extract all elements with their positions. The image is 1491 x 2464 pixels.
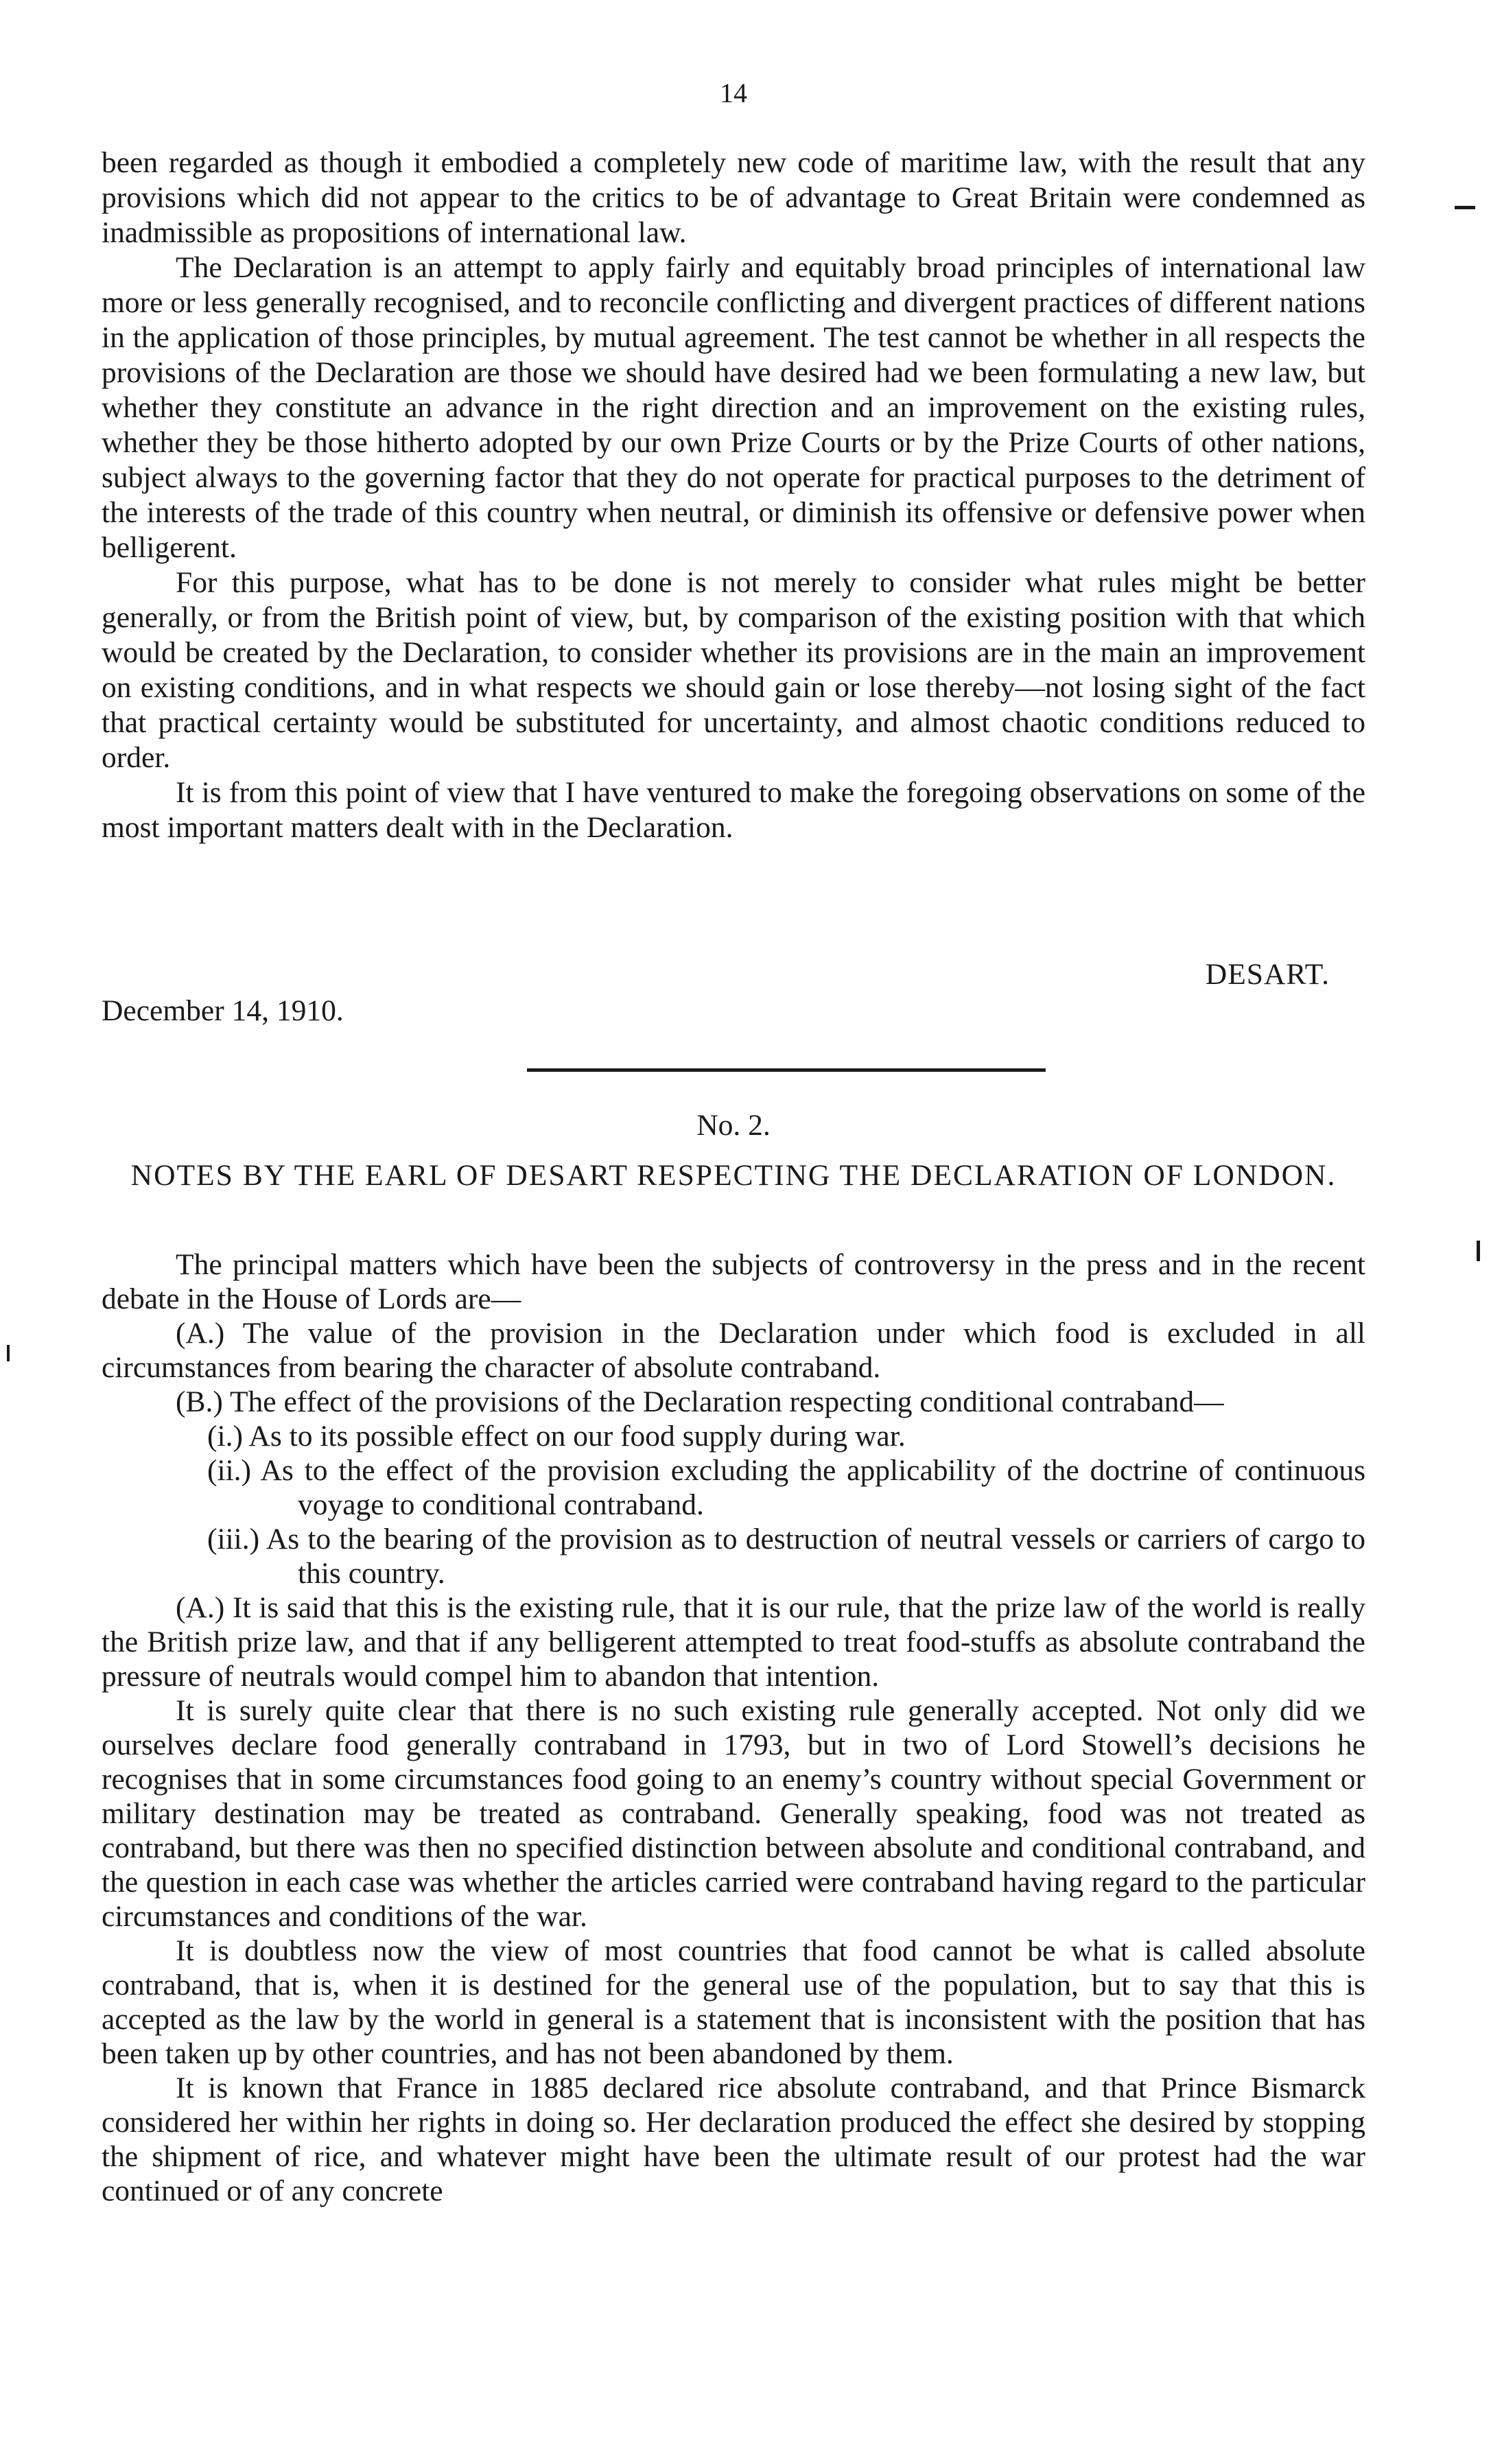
- sub-item-i: (i.) As to its possible effect on our food supply during war.: [207, 1420, 906, 1453]
- document-number: No. 2.: [696, 1109, 771, 1142]
- paragraph: For this purpose, what has to be done is not merely to consider what rules might be better generally, or from the British point of view, but, by comparison of the existing position with that which would be created by the Declaration, to consider whether its provisions are in the main an improvement on existing conditions, and in what respects we should gain or lose thereby—not losing sight of the fact that practical certainty would be substituted for uncertainty, and almost chaotic conditions reduced to order.: [102, 566, 1365, 774]
- paragraph: It is from this point of view that I have ventured to make the foregoing observations on some of the most important matters dealt with in the Declaration.: [102, 776, 1365, 844]
- date: December 14, 1910.: [102, 994, 344, 1027]
- sub-item-ii: (ii.) As to the effect of the provision excluding the applicability of the doctrine of continuous voyage to conditional contraband.: [207, 1454, 1365, 1521]
- paragraph: been regarded as though it embodied a completely new code of maritime law, with the result that any provisions which did not appear to the critics to be of advantage to Great Britain were condemned as inadmissible as propositions of international law.: [102, 146, 1365, 249]
- sub-item-iii: (iii.) As to the bearing of the provision as to destruction of neutral vessels or carriers of cargo to this country.: [207, 1523, 1365, 1590]
- item-a: (A.) The value of the provision in the Declaration under which food is excluded in all circumstances from bearing the character of absolute contraband.: [102, 1317, 1365, 1384]
- signature: DESART.: [1205, 958, 1330, 991]
- margin-dot-mark: [1477, 1241, 1480, 1261]
- paragraph: It is surely quite clear that there is no such existing rule generally accepted. Not only did we ourselves declare food generally contraband in 1793, but in two of Lord Stowell’s decisions he recognises that in some circumstances food going to an enemy’s country without special Government or military destination may be treated as contraband. Generally speaking, food was not treated as contraband, but there was then no specified distinction between absolute and conditional contraband, and the question in each case was whether the articles carried were contraband having regard to the particular circumstances and conditions of the war.: [102, 1694, 1365, 1933]
- paragraph: It is known that France in 1885 declared rice absolute contraband, and that Prince Bismarck considered her within her rights in doing so. Her declaration produced the effect she desired by stopping the shipment of rice, and whatever might have been the ultimate result of our protest had the war continued or of any concrete: [102, 2072, 1365, 2207]
- document-title: NOTES BY THE EARL OF DESART RESPECTING THE DECLARATION OF LONDON.: [130, 1159, 1337, 1192]
- margin-dot-mark: [7, 1345, 10, 1361]
- intro-paragraph: The principal matters which have been the subjects of controversy in the press and in the recent debate in the House of Lords are—: [102, 1248, 1365, 1315]
- section-one-body: [102, 145, 1365, 845]
- paragraph: The Declaration is an attempt to apply fairly and equitably broad principles of international law more or less generally recognised, and to reconcile conflicting and divergent practices of different nations in the application of those principles, by mutual agreement. The test cannot be whether in all respects the provisions of the Declaration are those we should have desired had we been formulating a new law, but whether they constitute an advance in the right direction and an improvement on the existing rules, whether they be those hitherto adopted by our own Prize Courts or by the Prize Courts of other nations, subject always to the governing factor that they do not operate for practical purposes to the detriment of the interests of the trade of this country when neutral, or diminish its offensive or defensive power when belligerent.: [102, 251, 1365, 564]
- margin-dash-mark: [1455, 206, 1475, 209]
- paragraph: (A.) It is said that this is the existing rule, that it is our rule, that the prize law of the world is really the British prize law, and that if any belligerent attempted to treat food-stuffs as absolute contraband the pressure of neutrals would compel him to abandon that intention.: [102, 1591, 1365, 1693]
- item-b: (B.) The effect of the provisions of the Declaration respecting conditional contraband—: [176, 1385, 1224, 1418]
- section-two-body: [102, 1247, 1365, 2208]
- section-divider: [527, 1068, 1046, 1072]
- page-number: 14: [720, 78, 747, 108]
- paragraph: It is doubtless now the view of most countries that food cannot be what is called absolute contraband, that is, when it is destined for the general use of the population, but to say that this is accepted as the law by the world in general is a statement that is inconsistent with the position that has been taken up by other countries, and has not been abandoned by them.: [102, 1934, 1365, 2070]
